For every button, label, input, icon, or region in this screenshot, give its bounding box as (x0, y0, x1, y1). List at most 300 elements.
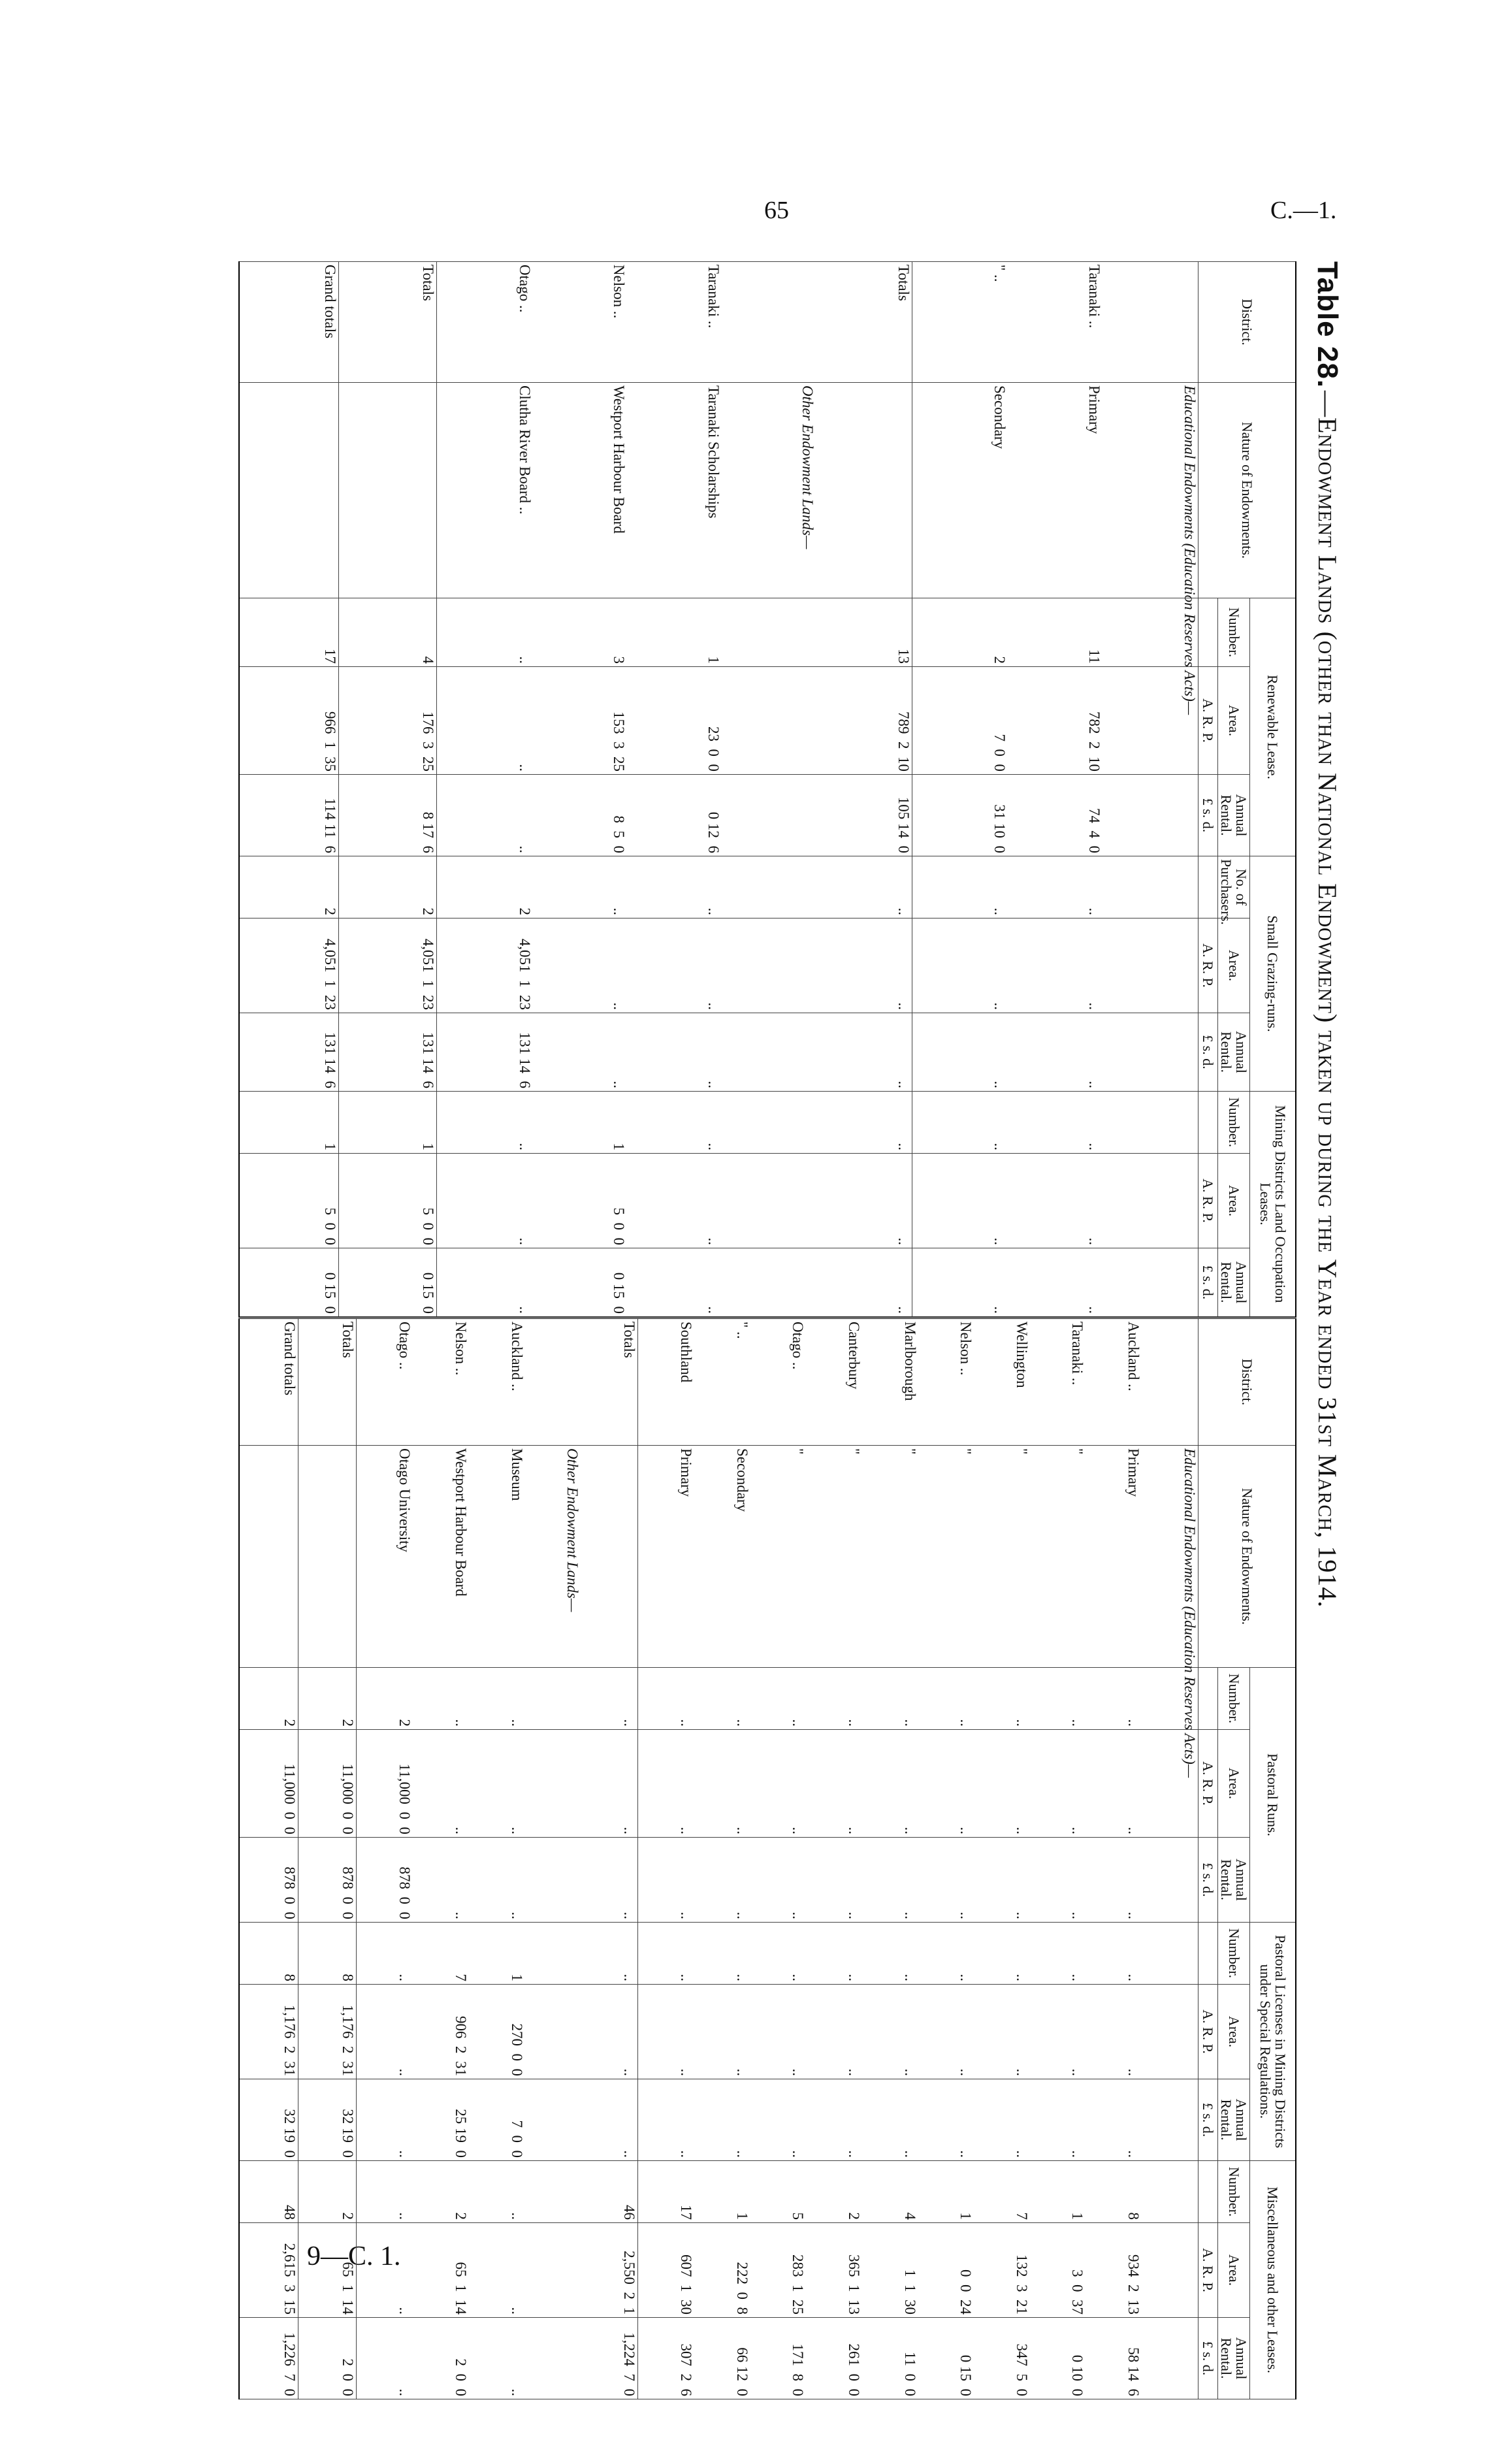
district-cell: Otago .. (750, 1318, 807, 1446)
area-cell: .. (627, 918, 721, 1013)
area-cell: 7 0 0 (912, 667, 1008, 775)
table-row (750, 1318, 807, 2399)
area-cell: .. (1030, 1730, 1086, 1838)
blank-units-cell (1198, 598, 1218, 667)
totals-row (581, 1318, 637, 2399)
district-cell: " .. (694, 1318, 750, 1446)
blank-cell (239, 1446, 298, 1668)
number-cell: .. (437, 1092, 533, 1154)
area-cell: .. (469, 1730, 525, 1838)
number-cell: .. (1008, 856, 1102, 918)
number-col-header: Number. (1218, 1668, 1250, 1730)
rental-cell: .. (862, 2079, 918, 2161)
nature-cell: Primary (1008, 383, 1102, 598)
blank-cell (722, 775, 816, 856)
number-cell: 2 (298, 1668, 357, 1730)
number-cell: 48 (239, 2161, 298, 2223)
table-title (1296, 261, 1359, 2221)
money-units: £ s. d. (1198, 775, 1218, 856)
district-cell: Southland (637, 1318, 694, 1446)
number-cell: 17 (239, 598, 339, 667)
blank-cell (525, 2318, 581, 2399)
rental-cell: .. (1030, 1838, 1086, 1923)
rental-col-header: Annual Rental. (1218, 2318, 1250, 2399)
blank-cell (1102, 856, 1198, 918)
page-code: C.—1. (1270, 197, 1337, 224)
district-cell: Taranaki .. (627, 262, 721, 383)
nature-cell: Otago University (356, 1446, 413, 1668)
table-row (974, 1318, 1030, 2399)
blank-cell (525, 1923, 581, 1985)
number-cell: 46 (581, 2161, 637, 2223)
nature-cell: Secondary (912, 383, 1008, 598)
rental-cell: .. (581, 2079, 637, 2161)
rental-cell: 2 0 0 (298, 2318, 357, 2399)
number-cell: 1 (533, 1092, 627, 1154)
number-cell: 2 (298, 2161, 357, 2223)
area-cell: 1 1 30 (862, 2223, 918, 2318)
number-cell: .. (1086, 1923, 1142, 1985)
blank-cell (1102, 1154, 1198, 1248)
number-cell: 3 (533, 598, 627, 667)
rental-cell: 171 8 0 (750, 2318, 807, 2399)
total-label: Grand totals (239, 262, 339, 383)
rental-cell: 0 12 6 (627, 775, 721, 856)
district-cell: " .. (912, 262, 1008, 383)
rental-cell: .. (627, 1013, 721, 1092)
number-cell: .. (974, 1668, 1030, 1730)
number-cell: 7 (974, 2161, 1030, 2223)
district-cell: Otago .. (437, 262, 533, 383)
rental-cell: 74 4 0 (1008, 775, 1102, 856)
nature-cell: " (862, 1446, 918, 1668)
rental-col-header: Annual Rental. (1218, 1013, 1250, 1092)
nature-header: Nature of Endowments. (1198, 1446, 1296, 1668)
district-cell: Taranaki .. (1030, 1318, 1086, 1446)
rental-cell: 131 14 6 (339, 1013, 437, 1092)
rental-cell: 8 5 0 (533, 775, 627, 856)
blank-cell (1102, 1013, 1198, 1092)
rental-cell: .. (356, 2079, 413, 2161)
total-label: Grand totals (239, 1318, 298, 1446)
rental-col-header: Annual Rental. (1218, 1838, 1250, 1923)
blank-cell (1142, 2079, 1198, 2161)
number-cell: .. (356, 2161, 413, 2223)
nature-cell: " (918, 1446, 974, 1668)
money-units: £ s. d. (1198, 1838, 1218, 1923)
blank-units-cell (1198, 2161, 1218, 2223)
area-cell: .. (437, 667, 533, 775)
blank-cell (1102, 918, 1198, 1013)
table-row (1030, 1318, 1086, 2399)
blank-units-cell (1198, 1923, 1218, 1985)
nature-cell: Primary (1086, 1446, 1142, 1668)
rental-cell: 878 0 0 (298, 1838, 357, 1923)
area-cell: .. (581, 1730, 637, 1838)
district-cell: Otago .. (356, 1318, 413, 1446)
number-cell: 2 (339, 856, 437, 918)
total-label: Totals (581, 1318, 637, 1446)
area-cell: 906 2 31 (413, 1985, 470, 2079)
area-cell: .. (1008, 1154, 1102, 1248)
number-cell: .. (862, 1923, 918, 1985)
blank-cell (1102, 775, 1198, 856)
area-cell: .. (637, 1985, 694, 2079)
purchasers-col-header: No. of Purchasers. (1218, 856, 1250, 918)
rental-cell: .. (806, 1838, 862, 1923)
table-row (862, 1318, 918, 2399)
number-cell: 7 (413, 1923, 470, 1985)
area-col-header: Area. (1218, 667, 1250, 775)
totals-row (816, 262, 912, 1317)
section-heading-row (1142, 1318, 1198, 2399)
area-cell: .. (974, 1730, 1030, 1838)
area-cell: .. (356, 1985, 413, 2079)
money-units: £ s. d. (1198, 2318, 1218, 2399)
rental-cell: 0 15 0 (239, 1248, 339, 1317)
number-cell: 1 (694, 2161, 750, 2223)
section-heading: Educational Endowments (Education Reserves Acts)— (1102, 383, 1198, 598)
blank-cell (722, 1248, 816, 1317)
section-heading: Other Endowment Lands— (525, 1446, 581, 1668)
licences-group-header: Pastoral Licenses in Mining Districts under Special Regulations. (1250, 1923, 1296, 2161)
area-col-header: Area. (1218, 1730, 1250, 1838)
rental-col-header: Annual Rental. (1218, 775, 1250, 856)
area-cell: 966 1 35 (239, 667, 339, 775)
nature-cell: Secondary (694, 1446, 750, 1668)
table-row (627, 262, 721, 1317)
number-cell: 2 (239, 1668, 298, 1730)
area-cell: 4,051 1 23 (437, 918, 533, 1013)
district-cell: Nelson .. (413, 1318, 470, 1446)
area-cell: 5 0 0 (239, 1154, 339, 1248)
blank-cell (1142, 2223, 1198, 2318)
rental-cell: .. (637, 2079, 694, 2161)
rental-cell: 2 0 0 (413, 2318, 470, 2399)
rental-cell: 131 14 6 (239, 1013, 339, 1092)
number-cell: .. (469, 2161, 525, 2223)
area-cell: 65 1 14 (298, 2223, 357, 2318)
section-heading-row (722, 262, 816, 1317)
rental-cell: 0 10 0 (1030, 2318, 1086, 2399)
nature-cell: " (974, 1446, 1030, 1668)
number-cell: 8 (298, 1923, 357, 1985)
rental-cell: .. (1008, 1248, 1102, 1317)
number-cell: .. (1008, 1092, 1102, 1154)
rental-cell: 25 19 0 (413, 2079, 470, 2161)
page-number: 65 (764, 197, 789, 224)
rental-cell: .. (918, 2079, 974, 2161)
district-cell: Marlborough (862, 1318, 918, 1446)
rental-cell: 114 11 6 (239, 775, 339, 856)
rental-cell: 0 15 0 (339, 1248, 437, 1317)
blank-cell (1142, 1923, 1198, 1985)
table-row (806, 1318, 862, 2399)
number-cell: 1 (918, 2161, 974, 2223)
area-cell: 365 1 13 (806, 2223, 862, 2318)
rental-cell: 32 19 0 (239, 2079, 298, 2161)
area-cell: .. (806, 1730, 862, 1838)
number-cell: 1 (469, 1923, 525, 1985)
area-cell: .. (1008, 918, 1102, 1013)
nature-cell: Primary (637, 1446, 694, 1668)
number-cell: .. (469, 1668, 525, 1730)
number-cell: 1 (1030, 2161, 1086, 2223)
rental-cell: 8 17 6 (339, 775, 437, 856)
area-cell: 607 1 30 (637, 2223, 694, 2318)
area-cell: .. (974, 1985, 1030, 2079)
table-row (437, 262, 533, 1317)
number-cell: .. (918, 1923, 974, 1985)
area-cell: 2,615 3 15 (239, 2223, 298, 2318)
area-cell: 11,000 0 0 (298, 1730, 357, 1838)
area-cell: 283 1 25 (750, 2223, 807, 2318)
blank-cell (298, 1446, 357, 1668)
rental-cell: .. (974, 1838, 1030, 1923)
rental-cell: .. (356, 2318, 413, 2399)
blank-cell (525, 1838, 581, 1923)
number-cell: 2 (912, 598, 1008, 667)
section-heading: Other Endowment Lands— (722, 383, 816, 598)
table-pastoral-licences-misc (238, 1317, 1296, 2399)
rental-cell: .. (627, 1248, 721, 1317)
blank-cell (525, 1730, 581, 1838)
area-cell: 3 0 37 (1030, 2223, 1086, 2318)
table-row (1086, 1318, 1142, 2399)
rental-cell: .. (637, 1838, 694, 1923)
table-row (1008, 262, 1102, 1317)
number-cell: 2 (413, 2161, 470, 2223)
district-cell: Nelson .. (533, 262, 627, 383)
number-cell: .. (413, 1668, 470, 1730)
rental-cell: 105 14 0 (816, 775, 912, 856)
area-cell: 2,550 2 1 (581, 2223, 637, 2318)
rental-cell: 11 0 0 (862, 2318, 918, 2399)
rental-cell: .. (806, 2079, 862, 2161)
area-cell: .. (816, 1154, 912, 1248)
area-cell: 23 0 0 (627, 667, 721, 775)
blank-cell (722, 1154, 816, 1248)
rental-cell: .. (437, 1248, 533, 1317)
area-cell: .. (912, 918, 1008, 1013)
area-units: A. R. P. (1198, 1154, 1218, 1248)
number-col-header: Number. (1218, 1923, 1250, 1985)
number-cell: .. (1030, 1923, 1086, 1985)
area-cell: .. (413, 1730, 470, 1838)
table-renewable-small-mining (238, 261, 1296, 1317)
rental-cell: 131 14 6 (437, 1013, 533, 1092)
district-cell: Taranaki .. (1008, 262, 1102, 383)
area-units: A. R. P. (1198, 918, 1218, 1013)
grand-totals-row (239, 262, 339, 1317)
rental-cell: .. (437, 775, 533, 856)
area-cell: 5 0 0 (533, 1154, 627, 1248)
rental-cell: 7 0 0 (469, 2079, 525, 2161)
area-cell: .. (1086, 1985, 1142, 2079)
area-units: A. R. P. (1198, 667, 1218, 775)
number-cell: .. (694, 1668, 750, 1730)
rental-cell: .. (1086, 2079, 1142, 2161)
number-cell: .. (637, 1923, 694, 1985)
rental-cell: .. (1030, 2079, 1086, 2161)
blank-cell (722, 667, 816, 775)
rental-col-header: Annual Rental. (1218, 2079, 1250, 2161)
number-col-header: Number. (1218, 1092, 1250, 1154)
rental-cell: .. (750, 2079, 807, 2161)
area-cell: 222 0 8 (694, 2223, 750, 2318)
number-cell: .. (637, 1668, 694, 1730)
area-cell: .. (816, 918, 912, 1013)
area-cell: 11,000 0 0 (239, 1730, 298, 1838)
rental-cell: .. (469, 1838, 525, 1923)
table-row (694, 1318, 750, 2399)
blank-cell (1142, 1838, 1198, 1923)
number-cell: 1 (339, 1092, 437, 1154)
area-cell: .. (533, 918, 627, 1013)
number-cell: 2 (437, 856, 533, 918)
number-cell: 2 (356, 1668, 413, 1730)
area-cell: 0 0 24 (918, 2223, 974, 2318)
number-cell: .. (806, 1923, 862, 1985)
area-cell: .. (918, 1730, 974, 1838)
blank-units-cell (1198, 1668, 1218, 1730)
money-units: £ s. d. (1198, 2079, 1218, 2161)
number-cell: .. (356, 1923, 413, 1985)
number-cell: .. (1086, 1668, 1142, 1730)
number-cell: .. (974, 1923, 1030, 1985)
misc-group-header: Miscellaneous and other Leases. (1250, 2161, 1296, 2399)
area-cell: 132 3 21 (974, 2223, 1030, 2318)
section-heading: Educational Endowments (Education Reserves Acts)— (1142, 1446, 1198, 1668)
number-cell: 5 (750, 2161, 807, 2223)
rental-cell: 261 0 0 (806, 2318, 862, 2399)
blank-cell (1142, 2318, 1198, 2399)
area-cell: .. (918, 1985, 974, 2079)
blank-cell (525, 1318, 581, 1446)
area-cell: .. (1086, 1730, 1142, 1838)
blank-cell (1102, 1248, 1198, 1317)
rental-cell: 58 14 6 (1086, 2318, 1142, 2399)
rental-cell: 31 10 0 (912, 775, 1008, 856)
blank-cell (816, 383, 912, 598)
section-heading-row (1102, 262, 1198, 1317)
area-cell: 782 2 10 (1008, 667, 1102, 775)
number-cell: 13 (816, 598, 912, 667)
number-cell: 8 (1086, 2161, 1142, 2223)
area-cell: .. (637, 1730, 694, 1838)
area-cell: .. (469, 2223, 525, 2318)
area-cell: .. (694, 1985, 750, 2079)
blank-cell (722, 1013, 816, 1092)
nature-cell: Westport Harbour Board (413, 1446, 470, 1668)
area-cell: .. (806, 1985, 862, 2079)
number-cell: .. (627, 1092, 721, 1154)
number-cell: 11 (1008, 598, 1102, 667)
number-cell: 8 (239, 1923, 298, 1985)
grand-totals-row (239, 1318, 298, 2399)
area-cell: .. (862, 1985, 918, 2079)
nature-cell: Westport Harbour Board (533, 383, 627, 598)
total-label: Totals (298, 1318, 357, 1446)
rental-cell: 66 12 0 (694, 2318, 750, 2399)
rental-cell: 1,224 7 0 (581, 2318, 637, 2399)
area-cell: .. (437, 1154, 533, 1248)
area-col-header: Area. (1218, 918, 1250, 1013)
totals-row (339, 262, 437, 1317)
rental-cell: .. (862, 1838, 918, 1923)
area-cell: .. (627, 1154, 721, 1248)
number-cell: 17 (637, 2161, 694, 2223)
area-cell: 789 2 10 (816, 667, 912, 775)
renewable-group-header: Renewable Lease. (1250, 598, 1296, 856)
number-col-header: Number. (1218, 2161, 1250, 2223)
number-cell: 1 (627, 598, 721, 667)
area-col-header: Area. (1218, 1985, 1250, 2079)
blank-cell (722, 1092, 816, 1154)
blank-cell (525, 2079, 581, 2161)
number-cell: .. (912, 856, 1008, 918)
number-cell: .. (1030, 1668, 1086, 1730)
blank-cell (1142, 1985, 1198, 2079)
area-cell: 270 0 0 (469, 1985, 525, 2079)
number-cell: 1 (239, 1092, 339, 1154)
rental-cell: .. (750, 1838, 807, 1923)
blank-cell (722, 918, 816, 1013)
nature-cell: " (1030, 1446, 1086, 1668)
rental-cell: 1,226 7 0 (239, 2318, 298, 2399)
district-cell: Canterbury (806, 1318, 862, 1446)
table-row (918, 1318, 974, 2399)
nature-cell: Clutha River Board .. (437, 383, 533, 598)
number-cell: .. (862, 1668, 918, 1730)
table-row (413, 1318, 470, 2399)
district-cell: Nelson .. (918, 1318, 974, 1446)
pastoral-group-header: Pastoral Runs. (1250, 1668, 1296, 1923)
area-units: A. R. P. (1198, 2223, 1218, 2318)
area-cell: .. (750, 1985, 807, 2079)
blank-cell (1142, 2161, 1198, 2223)
number-cell: .. (806, 1668, 862, 1730)
area-units: A. R. P. (1198, 1730, 1218, 1838)
table-row (533, 262, 627, 1317)
rental-cell: .. (1086, 1838, 1142, 1923)
area-col-header: Area. (1218, 1154, 1250, 1248)
rental-cell: .. (816, 1013, 912, 1092)
number-cell: .. (694, 1923, 750, 1985)
number-cell: .. (750, 1923, 807, 1985)
total-label: Totals (816, 262, 912, 383)
area-cell: 5 0 0 (339, 1154, 437, 1248)
number-cell: 4 (862, 2161, 918, 2223)
rental-cell: .. (694, 2079, 750, 2161)
number-cell: .. (912, 1092, 1008, 1154)
small-group-header: Small Grazing-runs. (1250, 856, 1296, 1092)
number-cell: .. (750, 1668, 807, 1730)
blank-cell (525, 2161, 581, 2223)
area-cell: .. (912, 1154, 1008, 1248)
rental-cell: .. (912, 1248, 1008, 1317)
area-cell: .. (750, 1730, 807, 1838)
district-header: District. (1198, 262, 1296, 383)
blank-cell (239, 383, 339, 598)
blank-cell (525, 1985, 581, 2079)
nature-cell: Taranaki Scholarships (627, 383, 721, 598)
blank-cell (722, 856, 816, 918)
money-units: £ s. d. (1198, 1013, 1218, 1092)
table-number: Table 28. (1311, 261, 1344, 389)
rental-cell: 32 19 0 (298, 2079, 357, 2161)
rental-cell: 307 2 6 (637, 2318, 694, 2399)
